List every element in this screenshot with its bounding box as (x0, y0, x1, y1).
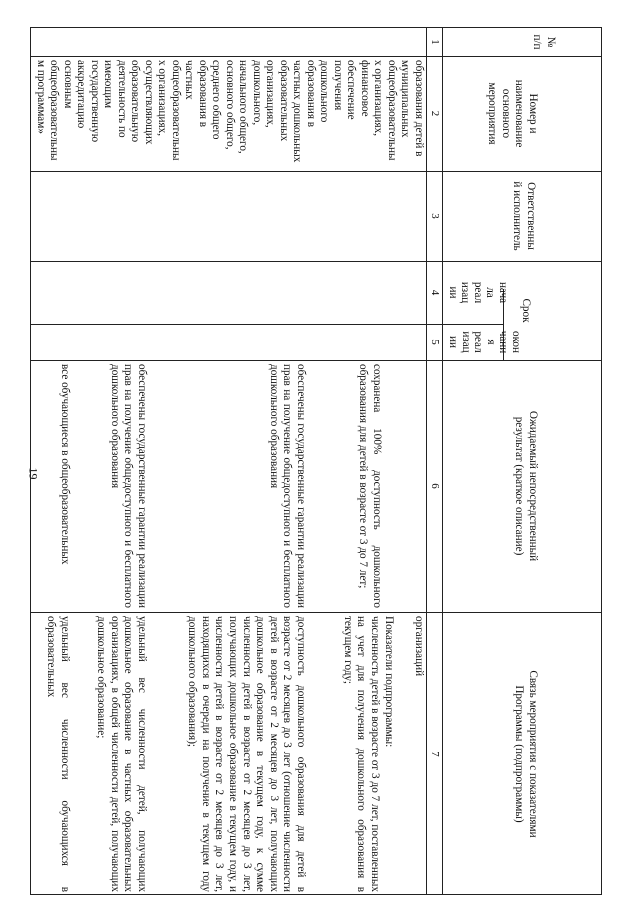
indicator-para: доступность дошкольного образования для детей в возрасте от 2 месяцев до 3 лет (отношение численности детей в возрасте от 2 месяцев до 3 лет, получающих дошкольное образование в текущем году, к сумме численности детей в возрасте от 2 месяцев до 3 лет, получающих дошкольное образование в текущем году, и численности детей в возрасте от 2 месяцев до 3 лет, находящихся в очереди на получение в текущем году дошкольного образования); (186, 616, 307, 892)
header-start: нача ла реал изац ии (446, 281, 509, 304)
col-number: 7 (429, 751, 441, 757)
header-measure-name: Номер и наименование основного мероприятия (486, 79, 539, 148)
header-executor: Ответственны й исполнитель (511, 181, 537, 251)
expected-result-para: обеспечены государственные гарантии реализации прав на получение общедоступного и бесплатного дошкольного образования (108, 364, 148, 608)
indicator-para: удельный вес численности детей, получающих дошкольное образование в частных образовательных организациях, в общей численности детей, получающих дошкольное образование; (95, 616, 148, 892)
header-bottom-line (442, 28, 443, 894)
indicator-para: численность детей в возрасте от 3 до 7 лет, поставленных на учет для получения дошкольного образования в текущем году; (341, 616, 381, 892)
header-indicators: Связь мероприятия с показателями Программы (подпрограммы) (513, 670, 539, 838)
col-number: 1 (429, 39, 441, 45)
indicator-para: организаций (413, 616, 425, 677)
header-end: окон чани я реал изац ии (447, 330, 522, 354)
expected-result-para: сохранена 100% доступность дошкольного образования для детей в возрасте от 3 до 7 лет; (357, 364, 383, 608)
expected-result-para: обеспечены государственные гарантии реализации прав на получение общедоступного и бесплатного дошкольного образования (267, 364, 307, 608)
rotated-table-container (30, 27, 602, 895)
col-divider (31, 261, 601, 262)
col-number: 6 (429, 483, 441, 489)
measure-name-cell: образования детей в муниципальных общеобразовательны х организациях, финансовое обеспечение получения дошкольного образования в частных дошкольных образовательных организациях, дошкольного, начального общего, основного общего, среднего общего образования в частных общеобразовательны х организациях, осуществляющих образовательную деятельность по имеющим государственную аккредитацию основным общеобразовательны м программам» (35, 60, 425, 163)
col-number: 4 (429, 289, 441, 296)
indicator-para: удельный вес численности обучающихся в образовательных (45, 616, 71, 892)
header-srok: Срок (520, 298, 532, 323)
header-num: № п/п (531, 34, 557, 50)
col-number: 2 (429, 110, 441, 117)
header-expected-result: Ожидаемый непосредственный результат (краткое описание) (513, 410, 539, 562)
page-number: 19 (26, 467, 41, 480)
col-number: 5 (429, 339, 441, 345)
measures-table (30, 27, 602, 895)
expected-result-para: все обучающиеся в общеобразовательных (59, 364, 71, 565)
indicator-para: Показатели подпрограммы: (383, 616, 395, 748)
col-number: 3 (429, 213, 441, 219)
